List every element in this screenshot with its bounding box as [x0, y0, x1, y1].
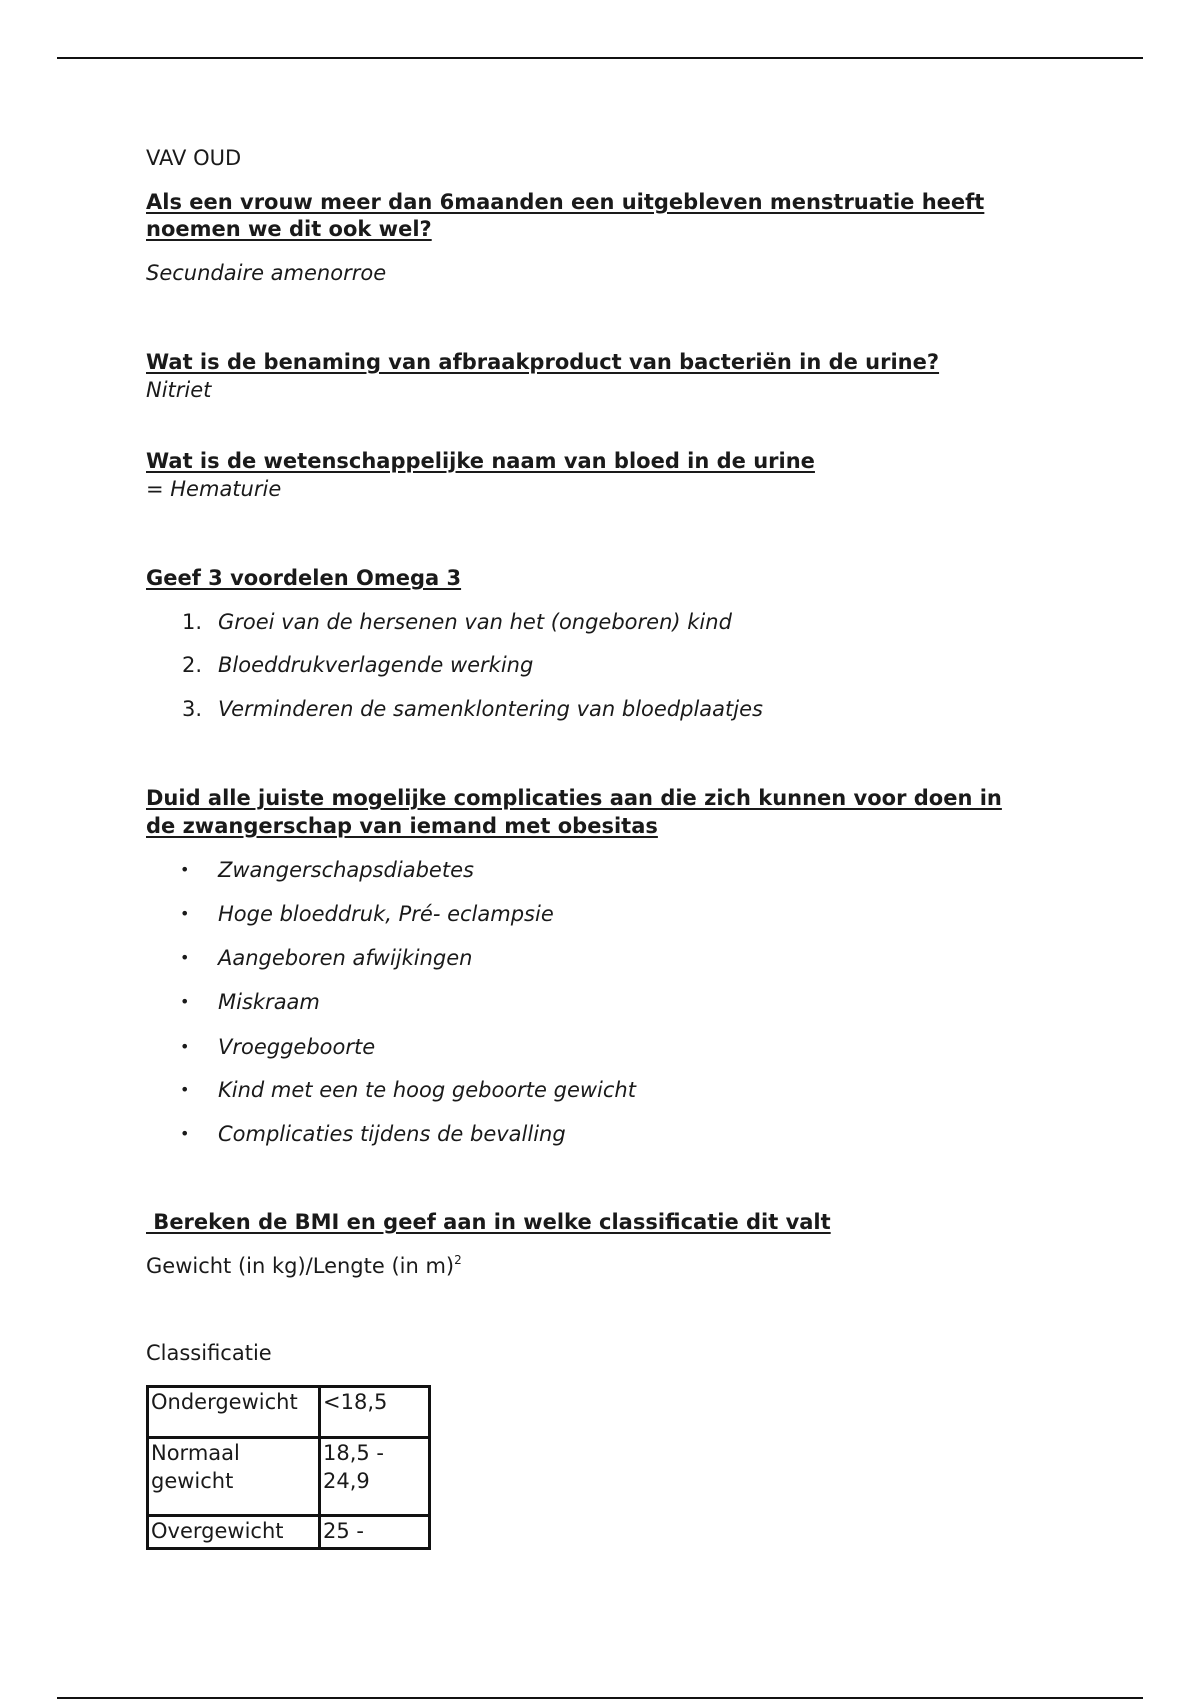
list-item-text: Aangeboren afwijkingen [218, 946, 473, 970]
top-rule [57, 57, 1143, 59]
list-item-number: 3. [182, 697, 203, 721]
bullet-icon: • [180, 904, 190, 923]
table-cell-value [320, 1387, 430, 1438]
list-item-text: Vroeggeboorte [218, 1035, 376, 1059]
cell-line: Normaal [151, 1441, 240, 1465]
question-1-line-1: Als een vrouw meer dan 6maanden een uitgebleven menstruatie heeft [146, 190, 985, 214]
bullet-icon: • [180, 860, 190, 879]
cell-line: Overgewicht [151, 1519, 284, 1543]
cell-line: Ondergewicht [151, 1390, 298, 1414]
cell-line: 24,9 [323, 1469, 370, 1493]
cell-line: <18,5 [323, 1390, 388, 1414]
list-item-text: Complicaties tijdens de bevalling [218, 1122, 566, 1146]
list-item-text: Kind met een te hoog geboorte gewicht [218, 1078, 636, 1102]
document-header: VAV OUD [146, 146, 242, 170]
list-item-number: 1. [182, 610, 203, 634]
question-5-line-2: de zwangerschap van iemand met obesitas [146, 814, 658, 838]
bullet-icon: • [180, 1080, 190, 1099]
bmi-classification-table [146, 1385, 431, 1550]
bmi-formula-text: Gewicht (in kg)/Lengte (in m) [146, 1254, 455, 1278]
list-item-text: Verminderen de samenklontering van bloedplaatjes [218, 697, 763, 721]
table-cell-category [148, 1438, 320, 1516]
table-row [148, 1438, 430, 1516]
list-item-text: Zwangerschapsdiabetes [218, 858, 474, 882]
answer-1: Secundaire amenorroe [146, 261, 387, 285]
classification-label: Classificatie [146, 1341, 272, 1365]
bullet-icon: • [180, 992, 190, 1011]
bullet-icon: • [180, 1037, 190, 1056]
bullet-icon: • [180, 948, 190, 967]
question-6: Bereken de BMI en geef aan in welke classificatie dit valt [146, 1210, 831, 1234]
table-cell-value [320, 1438, 430, 1516]
answer-2: Nitriet [146, 378, 212, 402]
question-1-line-2: noemen we dit ook wel? [146, 217, 432, 241]
bottom-rule [57, 1697, 1143, 1699]
cell-line: gewicht [151, 1469, 234, 1493]
list-item-text: Bloeddrukverlagende werking [218, 653, 534, 677]
question-5-line-1: Duid alle juiste mogelijke complicaties aan die zich kunnen voor doen in [146, 786, 1002, 810]
bullet-icon: • [180, 1124, 190, 1143]
table-row [148, 1516, 430, 1549]
question-2: Wat is de benaming van afbraakproduct van bacteriën in de urine? [146, 350, 940, 374]
list-item-number: 2. [182, 653, 203, 677]
cell-line: 25 - [323, 1519, 364, 1543]
list-item-text: Miskraam [218, 990, 320, 1014]
question-4: Geef 3 voordelen Omega 3 [146, 566, 462, 590]
list-item-text: Groei van de hersenen van het (ongeboren) kind [218, 610, 732, 634]
bmi-formula [146, 1252, 462, 1280]
list-item-text: Hoge bloeddruk, Pré- eclampsie [218, 902, 554, 926]
table-cell-category [148, 1516, 320, 1549]
answer-3: = Hematurie [146, 477, 282, 501]
table-cell-value [320, 1516, 430, 1549]
table-cell-category [148, 1387, 320, 1438]
bmi-formula-exponent: 2 [454, 1253, 462, 1267]
question-3: Wat is de wetenschappelijke naam van bloed in de urine [146, 449, 815, 473]
table-row [148, 1387, 430, 1438]
cell-line: 18,5 - [323, 1441, 385, 1465]
